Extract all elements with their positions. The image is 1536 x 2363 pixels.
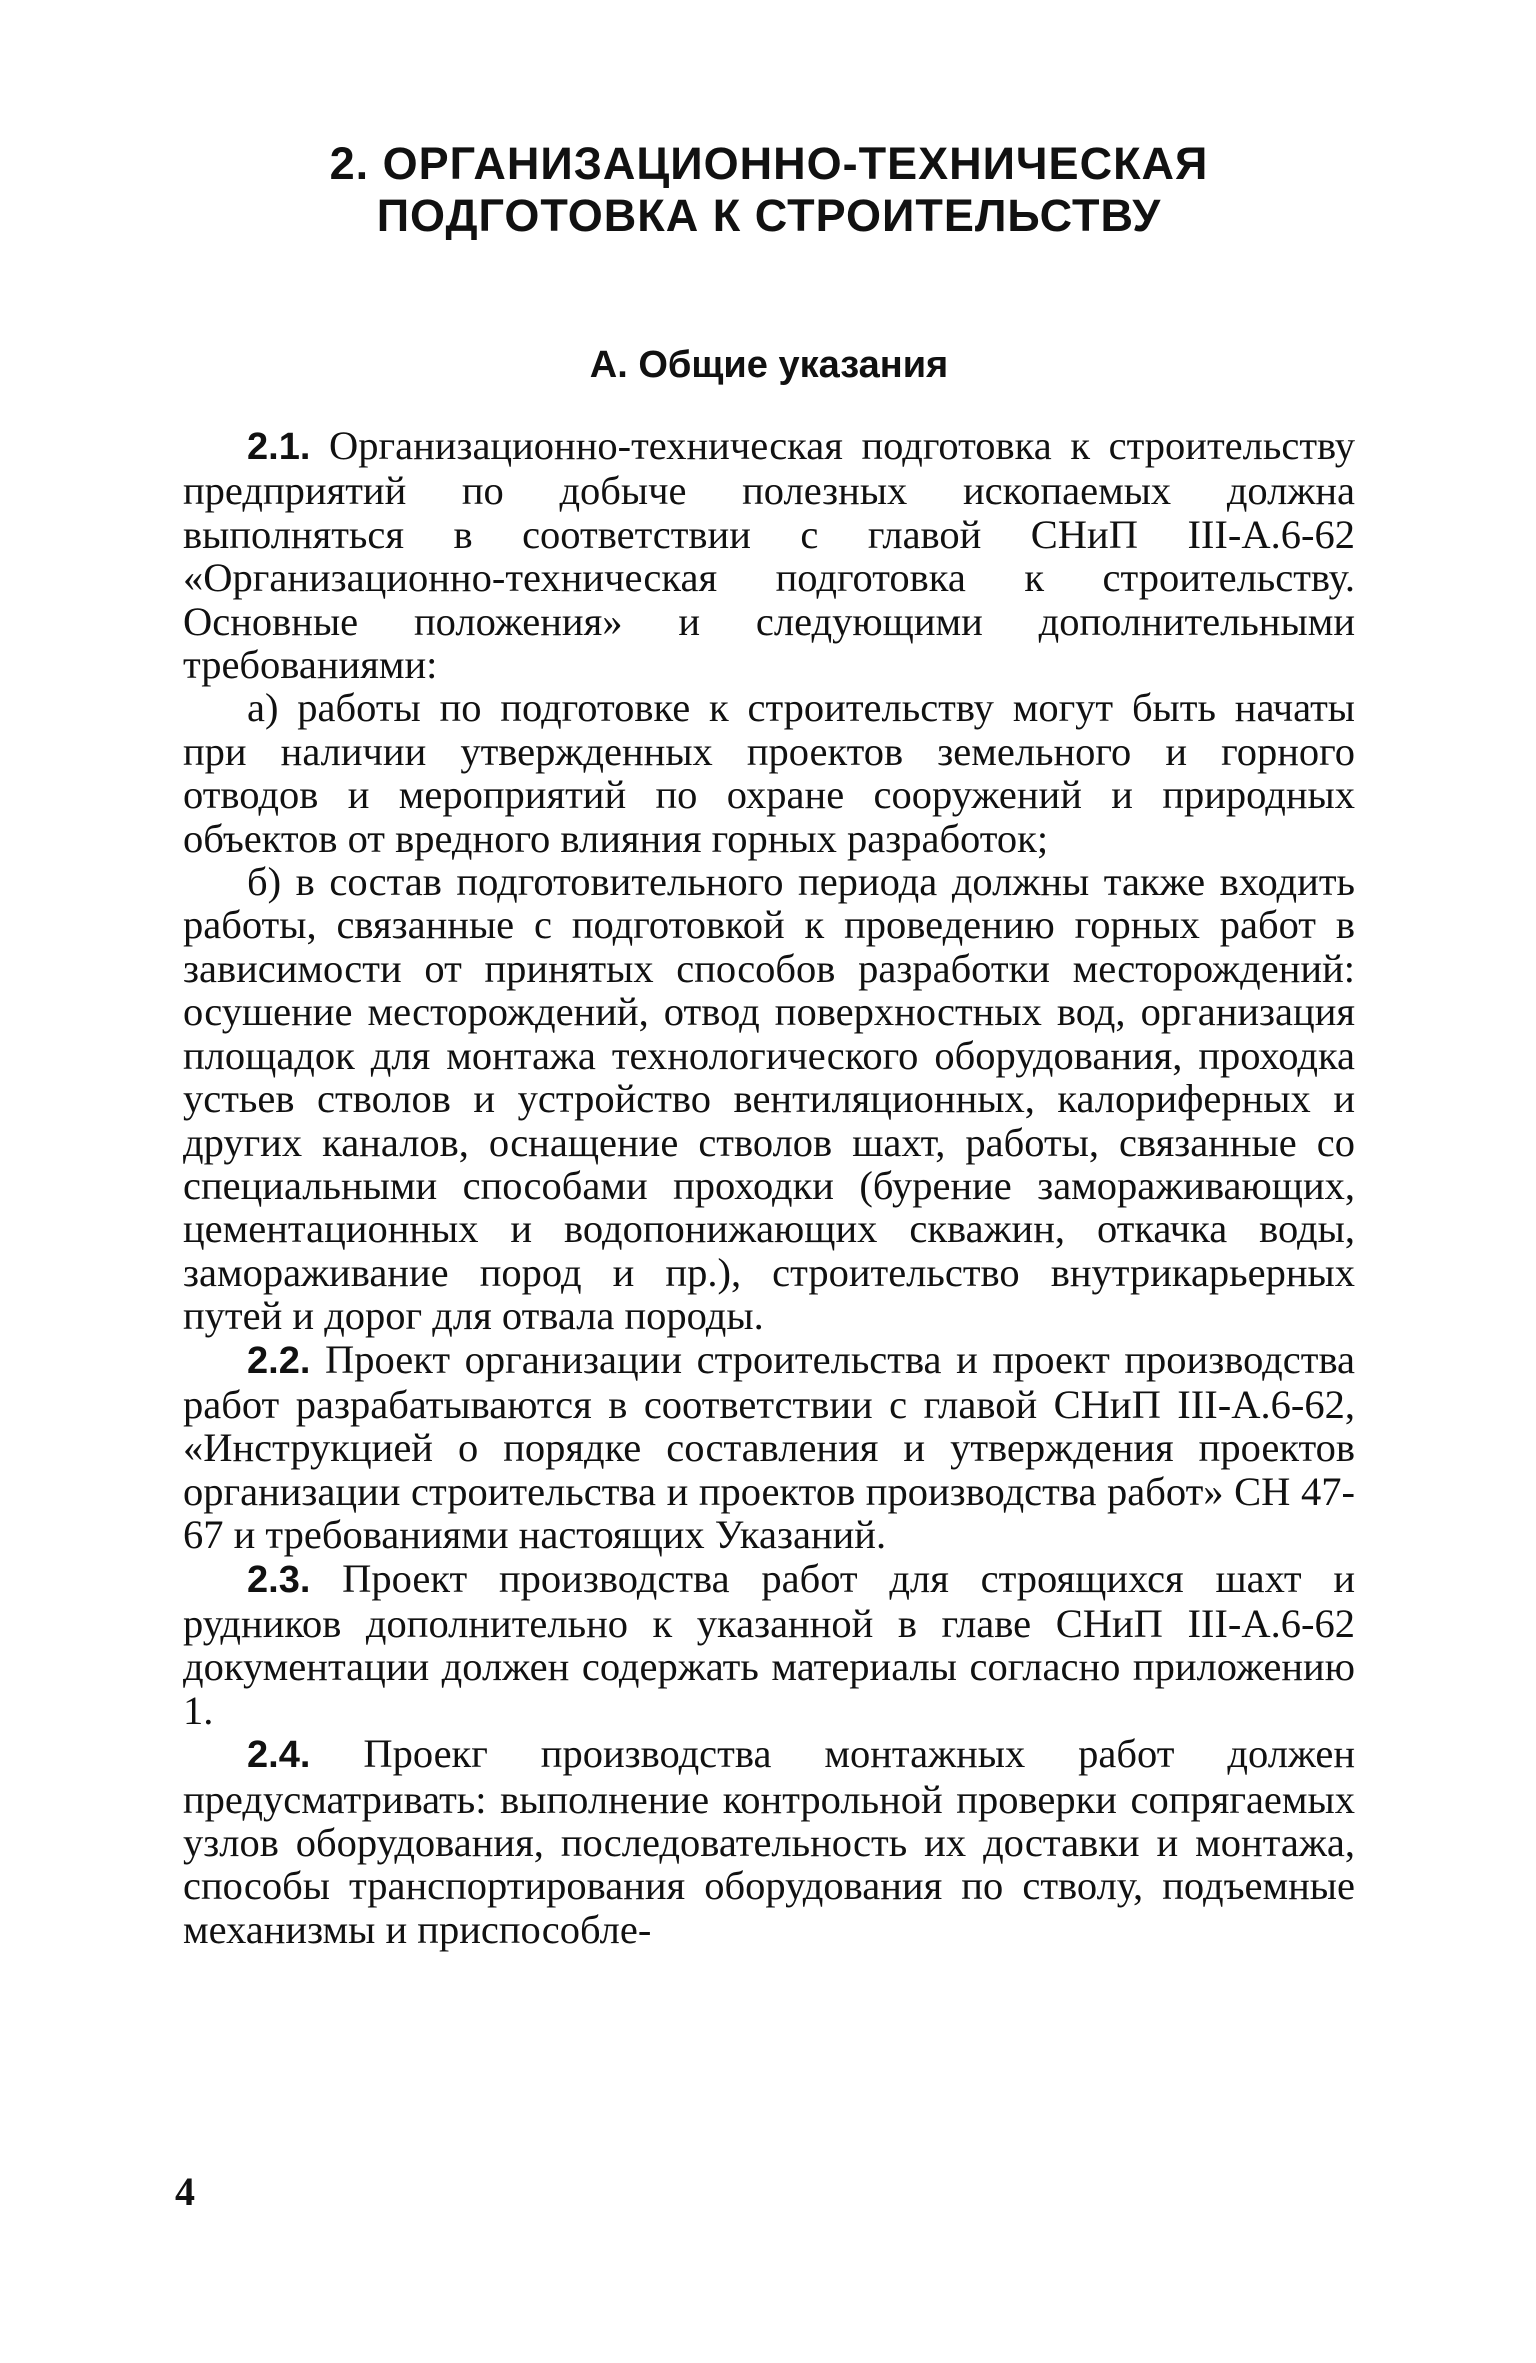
section-title: А. Общие указания [589, 344, 949, 386]
paragraph-2-2 [183, 1338, 1355, 1557]
list-item-b [183, 860, 1355, 1337]
document-body [183, 424, 1355, 1951]
list-item-text: б) в состав подготовительного периода должны также входить работы, связанные с подготовкой к проведению горных работ в зависимости от принятых способов разработки месторождений: осушение месторождений, отвод поверхностных вод, организация площадок для монтажа технологического оборудования, проходка устьев стволов и устройство вентиляционных, калориферных и других каналов, оснащение стволов шахт, работы, связанные со специальными способами проходки (бурение замораживающих, цементационных и водопонижающих скважин, откачка воды, замораживание пород и пр.), строительство внутрикарьерных путей и дорог для отвала породы. [183, 859, 1355, 1339]
paragraph-text: Проект организации строительства и проект производства работ разрабатываются в соответствии с главой СНиП III-А.6-62, «Инструкцией о порядке составления и утверждения проектов организации строительства и проектов производства работ» СН 47-67 и требованиями настоящих Указаний. [183, 1336, 1356, 1558]
chapter-title-line-2: ПОДГОТОВКА К СТРОИТЕЛЬСТВУ [376, 190, 1162, 241]
document-page [183, 138, 1356, 1952]
paragraph-2-3 [183, 1557, 1355, 1733]
list-item-a [183, 686, 1355, 860]
paragraph-2-4 [183, 1732, 1355, 1951]
paragraph-text: Проект производства работ для строящихся шахт и рудников дополнительно к указанной в главе СНиП III-А.6-62 документации должен содержать материалы согласно приложению 1. [183, 1555, 1356, 1733]
paragraph-text: Проекг производства монтажных работ должен предусматривать: выполнение контрольной проверки сопрягаемых узлов оборудования, последовательность их доставки и монтажа, способы транспортирования оборудования по стволу, подъемные механизмы и приспособле- [183, 1731, 1355, 1952]
paragraph-number: 2.1. [247, 426, 311, 468]
paragraph-number: 2.3. [247, 1558, 311, 1601]
paragraph-number: 2.2. [247, 1339, 311, 1382]
paragraph-text: Организационно-техническая подготовка к строительству предприятий по добыче полезных ископаемых должна выполняться в соответствии с главой СНиП III-А.6-62 «Организационно-техническая подготовка к строительству. Основные положения» и следующими дополнительными требованиями: [183, 423, 1356, 688]
paragraph-number: 2.4. [247, 1734, 311, 1777]
chapter-title [183, 138, 1355, 242]
chapter-title-line-1: 2. ОРГАНИЗАЦИОННО-ТЕХНИЧЕСКАЯ [329, 138, 1209, 189]
paragraph-2-1 [183, 424, 1355, 686]
page-number: 4 [175, 2169, 195, 2214]
list-item-text: а) работы по подготовке к строительству могут быть начаты при наличии утвержденных проектов земельного и горного отводов и мероприятий по охране сооружений и природных объектов от вредного влияния горных разработок; [183, 685, 1355, 861]
